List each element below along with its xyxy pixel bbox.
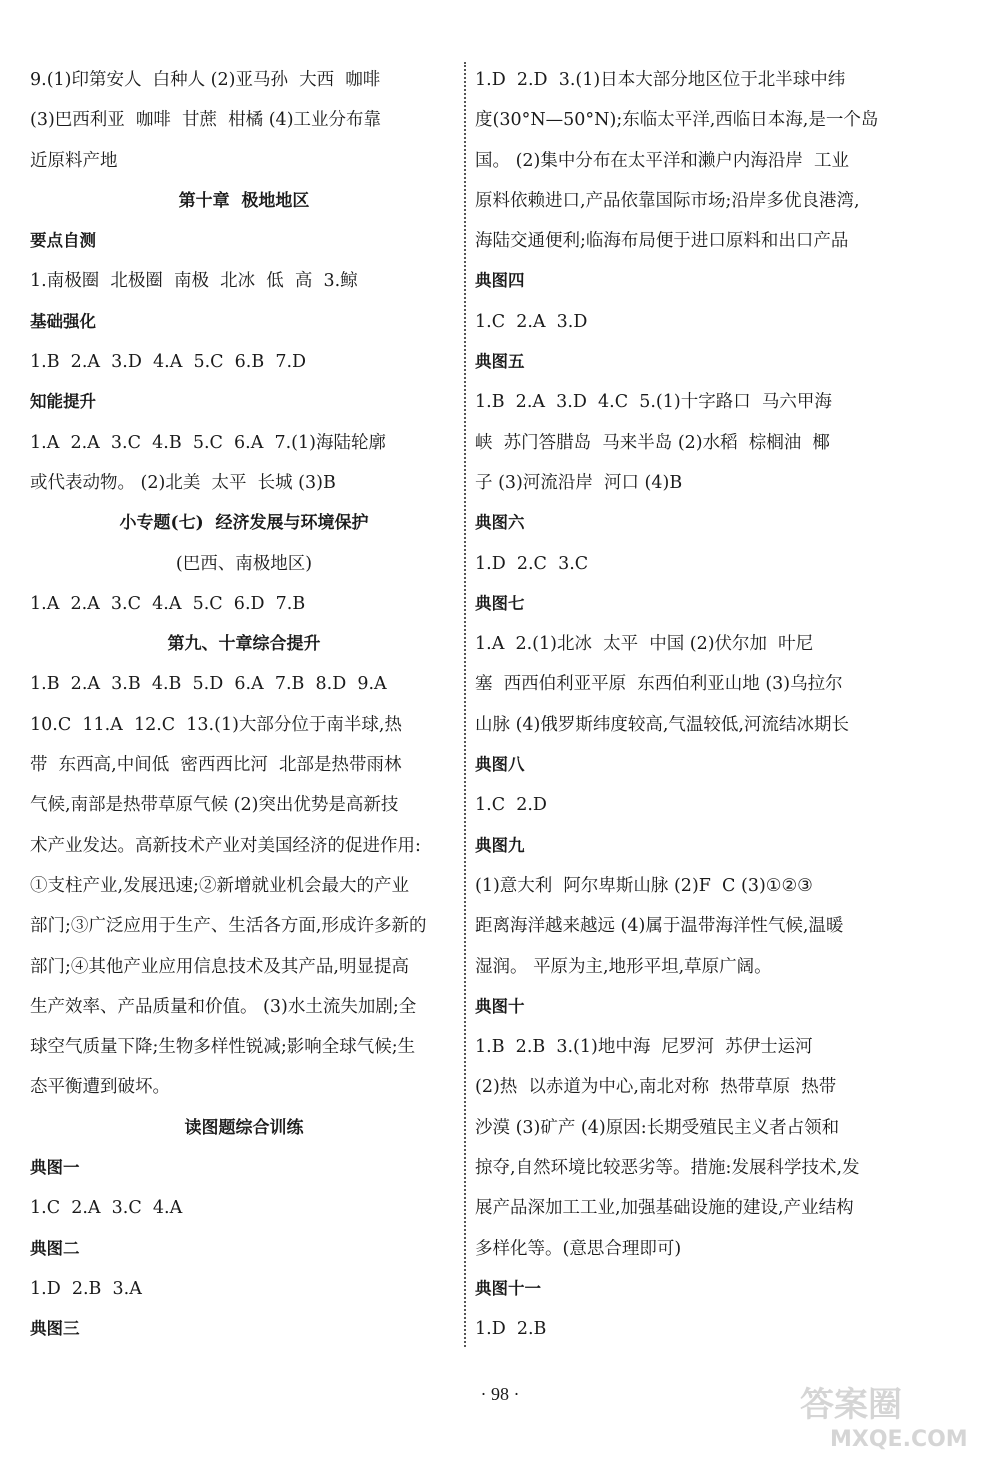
page-number: · 98 · xyxy=(480,1384,520,1404)
left-text-line: 1.A 2.A 3.C 4.B 5.C 6.A 7.(1)海陆轮廓 xyxy=(30,432,386,453)
left-text-line: 1.A 2.A 3.C 4.A 5.C 6.D 7.B xyxy=(30,593,306,614)
right-text-line: 国。 (2)集中分布在太平洋和濑户内海沿岸 工业 xyxy=(475,150,849,171)
right-text-line: 1.B 2.B 3.(1)地中海 尼罗河 苏伊士运河 xyxy=(475,1037,813,1058)
right-column xyxy=(475,60,905,1350)
left-section-label: 知能提升 xyxy=(30,392,96,412)
watermark-logo xyxy=(790,1378,990,1454)
right-text-line: (2)热 以赤道为中心,南北对称 热带草原 热带 xyxy=(475,1077,837,1098)
left-section-label: 典图一 xyxy=(30,1158,80,1178)
right-section-label: 典图十一 xyxy=(475,1278,541,1298)
left-text-line: 气候,南部是热带草原气候 (2)突出优势是高新技 xyxy=(30,795,399,816)
right-text-line: 1.C 2.D xyxy=(475,795,547,816)
right-text-line: 展产品深加工工业,加强基础设施的建设,产业结构 xyxy=(475,1198,854,1219)
right-text-line: 掠夺,自然环境比较恶劣等。措施:发展科学技术,发 xyxy=(475,1158,860,1179)
left-column xyxy=(30,60,458,1350)
left-heading: 第十章 极地地区 xyxy=(178,190,310,211)
watermark-url: MXQE.COM xyxy=(830,1427,968,1452)
left-text-line: 近原料产地 xyxy=(30,150,118,171)
left-text-line: (3)巴西利亚 咖啡 甘蔗 柑橘 (4)工业分布靠 xyxy=(30,110,382,131)
right-section-label: 典图七 xyxy=(475,593,525,613)
left-text-line: (巴西、南极地区) xyxy=(175,553,313,574)
left-text-line: 1.D 2.B 3.A xyxy=(30,1278,142,1299)
right-text-line: 湿润。 平原为主,地形平坦,草原广阔。 xyxy=(475,956,772,977)
left-text-line: 1.B 2.A 3.B 4.B 5.D 6.A 7.B 8.D 9.A xyxy=(30,674,387,695)
left-text-line: 态平衡遭到破坏。 xyxy=(30,1077,170,1098)
left-text-line: 球空气质量下降;生物多样性锐减;影响全球气候;生 xyxy=(30,1037,416,1058)
right-section-label: 典图八 xyxy=(475,755,525,775)
left-heading: 第九、十章综合提升 xyxy=(167,634,321,655)
right-text-line: 原料依赖进口,产品依靠国际市场;沿岸多优良港湾, xyxy=(475,190,860,211)
right-text-line: 多样化等。(意思合理即可) xyxy=(475,1238,682,1259)
right-section-label: 典图五 xyxy=(475,352,525,372)
right-text-line: 距离海洋越来越远 (4)属于温带海洋性气候,温暖 xyxy=(475,916,844,937)
right-section-label: 典图六 xyxy=(475,513,525,533)
watermark-text: 答案圈 xyxy=(800,1385,902,1425)
left-heading: 小专题(七) 经济发展与环境保护 xyxy=(119,513,369,534)
left-text-line: 术产业发达。高新技术产业对美国经济的促进作用: xyxy=(30,835,421,856)
right-text-line: 1.D 2.B xyxy=(475,1319,547,1340)
left-section-label: 基础强化 xyxy=(30,311,96,331)
left-text-line: 部门;③广泛应用于生产、生活各方面,形成许多新的 xyxy=(30,916,427,937)
right-text-line: 1.D 2.D 3.(1)日本大部分地区位于北半球中纬 xyxy=(475,70,846,90)
left-section-label: 典图二 xyxy=(30,1238,80,1258)
left-text-line: 或代表动物。 (2)北美 太平 长城 (3)B xyxy=(30,472,336,493)
right-text-line: (1)意大利 阿尔卑斯山脉 (2)F C (3)①②③ xyxy=(475,875,813,896)
left-text-line: 1.南极圈 北极圈 南极 北冰 低 高 3.鲸 xyxy=(30,271,358,292)
left-text-line: 部门;④其他产业应用信息技术及其产品,明显提高 xyxy=(30,956,409,977)
right-section-label: 典图十 xyxy=(475,996,525,1016)
right-text-line: 1.C 2.A 3.D xyxy=(475,311,588,332)
right-text-line: 峡 苏门答腊岛 马来半岛 (2)水稻 棕榈油 椰 xyxy=(475,432,830,453)
left-section-label: 要点自测 xyxy=(30,231,96,251)
left-text-line: ①支柱产业,发展迅速;②新增就业机会最大的产业 xyxy=(30,875,409,896)
left-text-line: 1.B 2.A 3.D 4.A 5.C 6.B 7.D xyxy=(30,352,307,373)
left-text-line: 生产效率、产品质量和价值。 (3)水土流失加剧;全 xyxy=(30,996,417,1017)
right-text-line: 度(30°N—50°N);东临太平洋,西临日本海,是一个岛 xyxy=(475,110,879,131)
right-text-line: 子 (3)河流沿岸 河口 (4)B xyxy=(475,472,683,493)
right-text-line: 海陆交通便利;临海布局便于进口原料和出口产品 xyxy=(475,231,849,252)
left-section-label: 典图三 xyxy=(30,1319,80,1339)
right-text-line: 1.B 2.A 3.D 4.C 5.(1)十字路口 马六甲海 xyxy=(475,392,832,413)
right-text-line: 1.A 2.(1)北冰 太平 中国 (2)伏尔加 叶尼 xyxy=(475,634,814,655)
left-text-line: 带 东西高,中间低 密西西比河 北部是热带雨林 xyxy=(30,755,402,776)
left-text-line: 9.(1)印第安人 白种人 (2)亚马孙 大西 咖啡 xyxy=(30,70,381,90)
right-text-line: 沙漠 (3)矿产 (4)原因:长期受殖民主义者占领和 xyxy=(475,1117,840,1138)
left-text-line: 1.C 2.A 3.C 4.A xyxy=(30,1198,183,1219)
right-text-line: 山脉 (4)俄罗斯纬度较高,气温较低,河流结冰期长 xyxy=(475,714,849,735)
right-text-line: 1.D 2.C 3.C xyxy=(475,553,589,574)
column-divider xyxy=(464,62,466,1347)
right-section-label: 典图九 xyxy=(475,835,525,855)
right-section-label: 典图四 xyxy=(475,271,525,291)
left-text-line: 10.C 11.A 12.C 13.(1)大部分位于南半球,热 xyxy=(30,714,402,735)
right-text-line: 塞 西西伯利亚平原 东西伯利亚山地 (3)乌拉尔 xyxy=(475,674,843,695)
left-heading: 读图题综合训练 xyxy=(184,1117,304,1138)
